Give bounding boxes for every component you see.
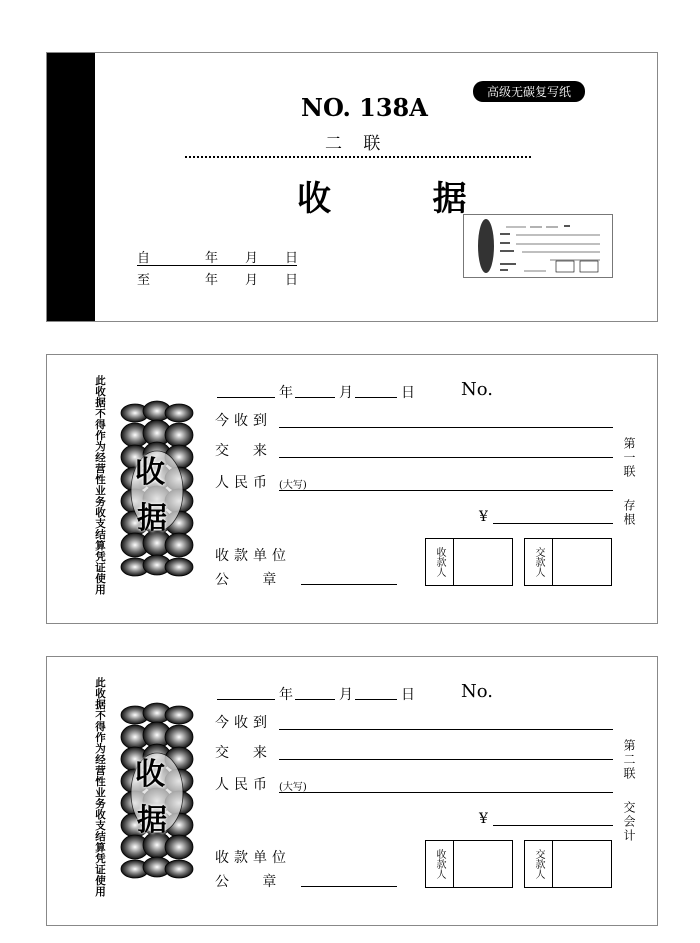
received-from-field[interactable] xyxy=(279,729,613,730)
seal-field[interactable] xyxy=(301,886,397,887)
rmb-amount-words-field[interactable] xyxy=(279,792,613,793)
day-label: 日 xyxy=(401,385,415,401)
received-from-label: 今收到 xyxy=(215,715,272,731)
to-label: 至 xyxy=(137,273,151,288)
paid-for-field[interactable] xyxy=(279,759,613,760)
payee-signature-box[interactable] xyxy=(425,538,513,586)
seal-field[interactable] xyxy=(301,584,397,585)
rmb-uppercase-note: (大写) xyxy=(279,782,307,793)
warning-text: 此收据不得作为经营性业务收支结算凭证使用 xyxy=(94,375,106,595)
cover-date-range xyxy=(137,245,297,291)
from-line xyxy=(137,265,297,266)
payee-unit-label: 收款单位 xyxy=(215,548,291,564)
to-month-label: 月 xyxy=(245,273,259,288)
yen-amount-field[interactable] xyxy=(493,825,613,826)
payee-label: 收款人 xyxy=(426,841,454,887)
yen-symbol: ¥ xyxy=(479,811,488,827)
receipt-number-label: No. xyxy=(461,681,493,702)
emblem-char-bottom: 据 xyxy=(137,501,167,536)
paid-for-field[interactable] xyxy=(279,457,613,458)
cover-title: 收 据 xyxy=(297,179,493,219)
received-from-label: 今收到 xyxy=(215,413,272,429)
yen-amount-field[interactable] xyxy=(493,523,613,524)
day-field[interactable] xyxy=(355,699,397,700)
warning-text: 此收据不得作为经营性业务收支结算凭证使用 xyxy=(94,677,106,897)
paid-for-label: 交 来 xyxy=(215,443,272,459)
month-label: 月 xyxy=(339,687,353,703)
year-label: 年 xyxy=(279,687,293,703)
month-field[interactable] xyxy=(295,699,335,700)
copy-role-label: 存根 xyxy=(622,499,636,527)
carbonless-paper-badge: 高级无碳复写纸 xyxy=(473,81,585,102)
rmb-uppercase-note: (大写) xyxy=(279,480,307,491)
paid-for-label: 交 来 xyxy=(215,745,272,761)
payer-label: 交款人 xyxy=(525,841,553,887)
month-field[interactable] xyxy=(295,397,335,398)
day-field[interactable] xyxy=(355,397,397,398)
year-field[interactable] xyxy=(217,699,275,700)
receipt-emblem xyxy=(117,701,197,881)
from-label: 自 xyxy=(137,251,151,266)
cover-binding-strip xyxy=(47,53,95,321)
rmb-label: 人民币 xyxy=(215,475,272,491)
payer-signature-box[interactable] xyxy=(524,538,612,586)
receipt-book-number: NO. 138A xyxy=(301,93,428,122)
receipt-thumbnail-graphic xyxy=(464,215,612,277)
emblem-char-bottom: 据 xyxy=(137,803,167,838)
rmb-amount-words-field[interactable] xyxy=(279,490,613,491)
to-day-label: 日 xyxy=(285,273,299,288)
from-year-label: 年 xyxy=(205,251,219,266)
yen-symbol: ¥ xyxy=(479,509,488,525)
receipt-book-cover xyxy=(46,52,658,322)
seal-label: 公 章 xyxy=(215,874,282,890)
payer-signature-box[interactable] xyxy=(524,840,612,888)
month-label: 月 xyxy=(339,385,353,401)
payee-label: 收款人 xyxy=(426,539,454,585)
copy-number-label: 第一联 xyxy=(622,437,636,479)
received-from-field[interactable] xyxy=(279,427,613,428)
receipt-stub-first-copy xyxy=(46,354,658,624)
from-day-label: 日 xyxy=(285,251,299,266)
cover-dashed-divider xyxy=(185,156,531,158)
emblem-char-top: 收 xyxy=(135,757,165,792)
seal-label: 公 章 xyxy=(215,572,282,588)
year-label: 年 xyxy=(279,385,293,401)
emblem-char-top: 收 xyxy=(135,455,165,490)
copy-count: 二 联 xyxy=(325,134,389,154)
copy-number-label: 第二联 xyxy=(622,739,636,781)
copy-role-label: 交会计 xyxy=(622,801,636,843)
rmb-label: 人民币 xyxy=(215,777,272,793)
year-field[interactable] xyxy=(217,397,275,398)
from-month-label: 月 xyxy=(245,251,259,266)
day-label: 日 xyxy=(401,687,415,703)
to-year-label: 年 xyxy=(205,273,219,288)
payee-unit-label: 收款单位 xyxy=(215,850,291,866)
payer-label: 交款人 xyxy=(525,539,553,585)
receipt-emblem xyxy=(117,399,197,579)
receipt-thumbnail xyxy=(463,214,613,278)
payee-signature-box[interactable] xyxy=(425,840,513,888)
receipt-number-label: No. xyxy=(461,379,493,400)
receipt-accounting-second-copy xyxy=(46,656,658,926)
